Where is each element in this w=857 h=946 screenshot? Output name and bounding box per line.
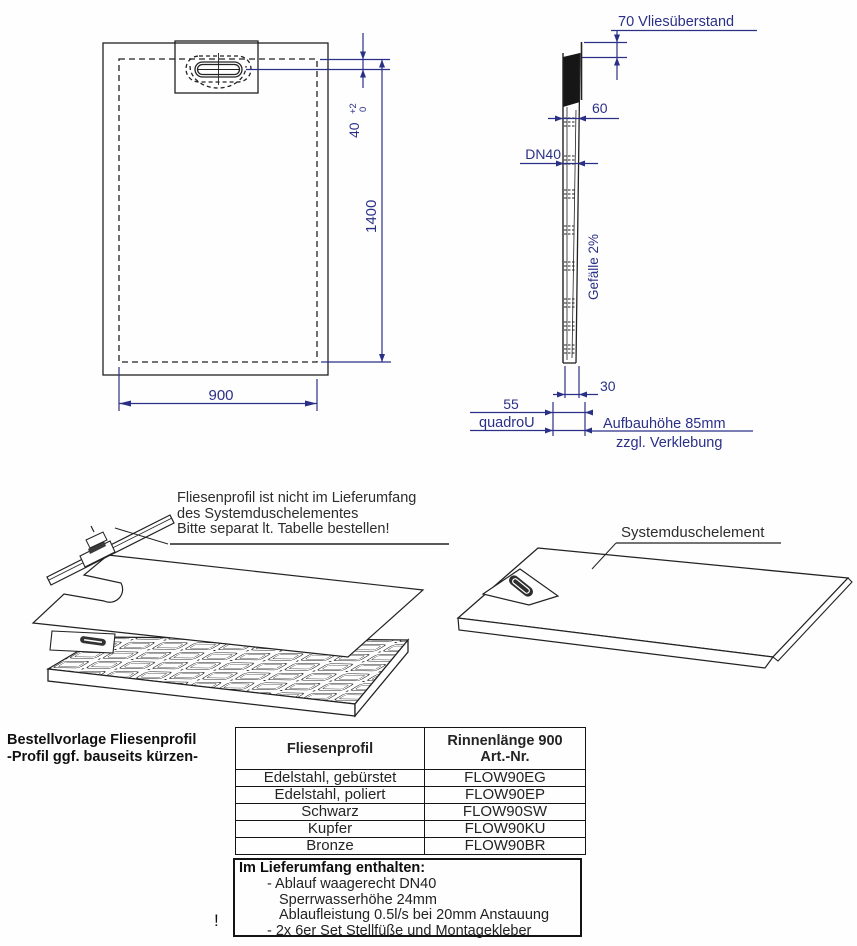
assembled-label: Systemduschelement bbox=[621, 524, 765, 541]
scope-item: - Ablauf waagerecht DN40 bbox=[267, 875, 437, 892]
drain-channel-section bbox=[563, 53, 580, 107]
dim-30-label: 30 bbox=[600, 378, 616, 394]
dim-55-label: 55 bbox=[503, 396, 519, 412]
col-header-fliesenprofil: Fliesenprofil bbox=[236, 728, 425, 770]
order-title-line: -Profil ggf. bauseits kürzen- bbox=[7, 748, 198, 765]
adhesive-note-label: zzgl. Verklebung bbox=[616, 435, 723, 451]
scope-title: Im Lieferumfang enthalten: bbox=[239, 860, 426, 876]
scope-item: Sperrwasserhöhe 24mm bbox=[279, 891, 437, 908]
finish-cell: Schwarz bbox=[236, 804, 425, 821]
note-line: Bitte separat lt. Tabelle bestellen! bbox=[177, 521, 390, 538]
plan-view bbox=[103, 33, 391, 411]
build-height-label: Aufbauhöhe 85mm bbox=[603, 416, 726, 432]
hatch-marks bbox=[564, 190, 575, 198]
artnr-cell: FLOW90BR bbox=[425, 838, 586, 855]
table-row bbox=[236, 804, 586, 821]
finish-cell: Edelstahl, poliert bbox=[236, 787, 425, 804]
col-header-artnr bbox=[425, 728, 586, 770]
hatch-marks bbox=[564, 226, 575, 234]
artnr-cell: FLOW90EG bbox=[425, 770, 586, 787]
drain-slot bbox=[186, 53, 251, 88]
artnr-cell: FLOW90SW bbox=[425, 804, 586, 821]
exclamation-mark: ! bbox=[214, 911, 219, 930]
dim-60-label: 60 bbox=[592, 100, 608, 116]
hatch-marks bbox=[564, 345, 575, 353]
finish-cell: Bronze bbox=[236, 838, 425, 855]
table-row bbox=[236, 838, 586, 855]
order-title-line: Bestellvorlage Fliesenprofil bbox=[7, 732, 197, 748]
side-dimensions bbox=[470, 14, 757, 451]
table-row bbox=[236, 787, 586, 804]
drain-board-detail bbox=[50, 631, 115, 653]
note-line: Fliesenprofil ist nicht im Lieferumfang bbox=[177, 490, 417, 506]
order-template-title bbox=[7, 732, 198, 765]
hatch-marks bbox=[564, 156, 575, 164]
hatch-marks bbox=[564, 299, 575, 307]
col-header-line: Rinnenlänge 900 bbox=[447, 732, 563, 749]
element-cross-section bbox=[563, 42, 582, 363]
exploded-view bbox=[33, 515, 449, 716]
table-header-row bbox=[236, 728, 586, 770]
scope-item: - 2x 6er Set Stellfüße und Montagekleber bbox=[267, 923, 532, 940]
svg-text:40: 40 bbox=[346, 122, 362, 138]
article-number-table bbox=[235, 727, 586, 855]
artnr-cell: FLOW90KU bbox=[425, 821, 586, 838]
finish-cell: Kupfer bbox=[236, 821, 425, 838]
dim-drain-offset-label bbox=[346, 103, 369, 138]
finish-cell: Edelstahl, gebürstet bbox=[236, 770, 425, 787]
scope-of-delivery-box bbox=[233, 858, 582, 940]
slope-label: Gefälle 2% bbox=[586, 233, 601, 300]
fleece-note-label: 70 Vliesüberstand bbox=[618, 14, 735, 30]
svg-text:0: 0 bbox=[358, 106, 369, 112]
artnr-cell: FLOW90EP bbox=[425, 787, 586, 804]
plan-dimensions bbox=[119, 33, 391, 411]
dim-length-label: 1400 bbox=[363, 199, 380, 233]
table-row bbox=[236, 770, 586, 787]
note-line: des Systemduschelementes bbox=[177, 505, 359, 522]
col-header-line: Art.-Nr. bbox=[480, 748, 530, 765]
table-row bbox=[236, 821, 586, 838]
hatch-marks bbox=[564, 118, 575, 126]
tile-profile-note bbox=[177, 491, 416, 538]
side-view bbox=[470, 14, 757, 451]
hatch-marks bbox=[564, 322, 575, 330]
assembled-view bbox=[458, 524, 852, 668]
svg-text:+2: +2 bbox=[348, 103, 359, 114]
scope-item: Ablaufleistung 0.5l/s bei 20mm Anstauung bbox=[279, 907, 550, 924]
drain-dn-label: DN40 bbox=[525, 146, 561, 162]
product-label: quadroU bbox=[479, 415, 535, 431]
dim-width-label: 900 bbox=[208, 387, 234, 404]
tray-recess-dashed-outline bbox=[119, 59, 317, 362]
